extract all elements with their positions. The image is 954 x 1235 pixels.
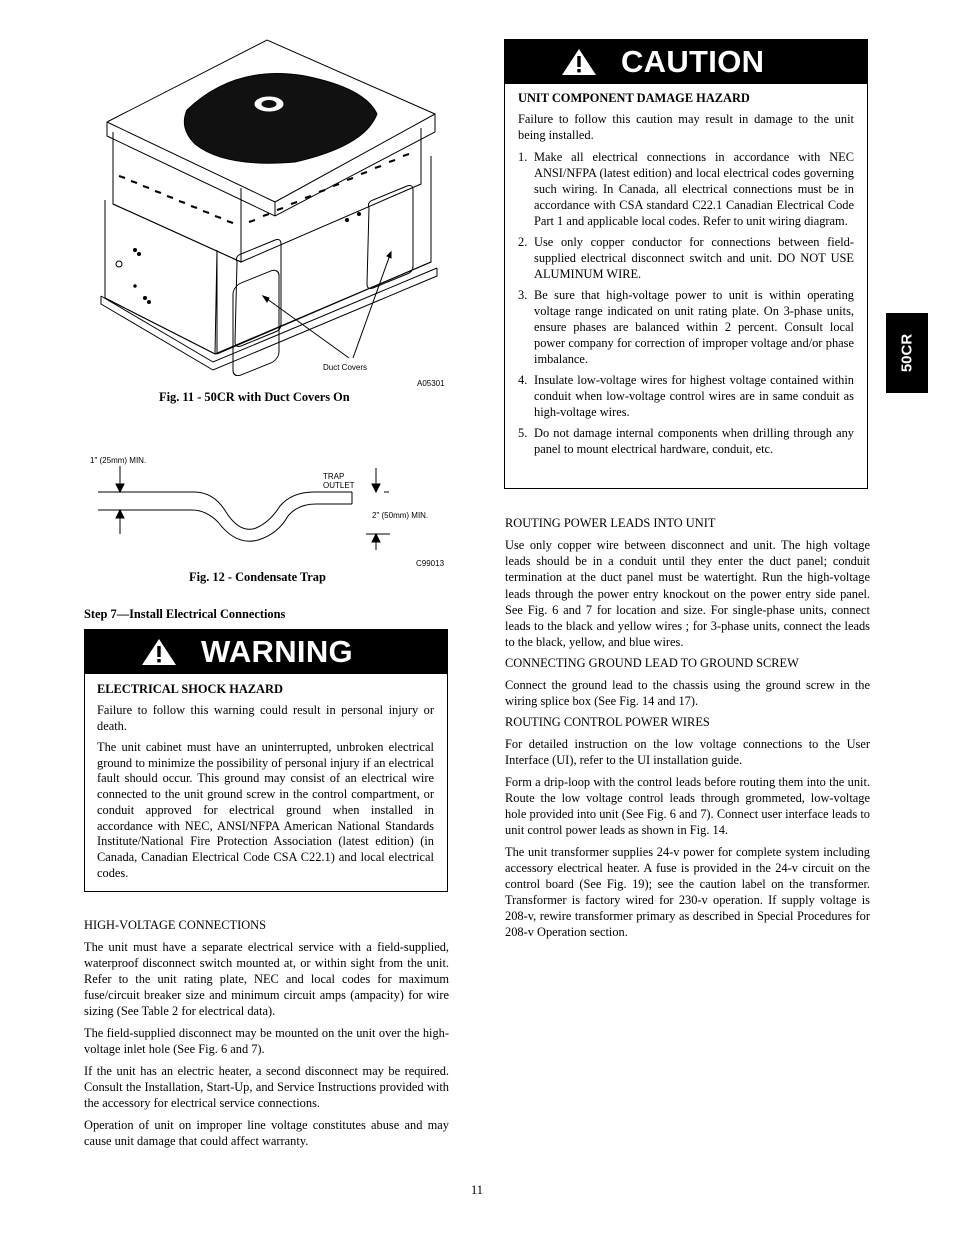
- control-power-heading: ROUTING CONTROL POWER WIRES: [505, 715, 710, 730]
- caution-title: CAUTION: [621, 44, 765, 79]
- fig12: [84, 450, 454, 570]
- trap-min2-label: 2" (50mm) MIN.: [372, 511, 429, 520]
- hv-p2: The field-supplied disconnect may be mounted on the unit over the high-voltage inlet hole (See Fig. 6 and 7).: [84, 1026, 449, 1056]
- step7-heading: Step 7—Install Electrical Connections: [84, 607, 286, 621]
- warning-banner: [85, 630, 447, 674]
- caution-box: [504, 39, 868, 489]
- side-tab: [886, 313, 928, 393]
- fig11-caption: Fig. 11 - 50CR with Duct Covers On: [159, 390, 350, 404]
- hv-heading: HIGH-VOLTAGE CONNECTIONS: [84, 918, 266, 932]
- caution-triangle-icon: [561, 48, 597, 76]
- caution-list: [518, 149, 854, 457]
- ground-text: Connect the ground lead to the chassis using the ground screw in the wiring splice box (See Fig. 14 and 17).: [505, 678, 870, 709]
- ground-heading: CONNECTING GROUND LEAD TO GROUND SCREW: [505, 656, 799, 671]
- control-power-text-2: Form a drip-loop with the control leads before routing them into the unit. Route the low voltage control leads through grommeted, low-voltage hole provided into unit (See Fig. 6 and 7). Connect user interface leads to unit control power leads as shown in Fig. 14.: [505, 775, 870, 838]
- caution-item: 1. Make all electrical connections in accordance with NEC ANSI/NFPA (latest edition) and local electrical codes governing such wiring. In Canada, all electrical connections must be in accordance with CSA standard C22.1 Canadian Electrical Code Part 1 and applicable local codes. Refer to unit wiring diagram.: [518, 150, 854, 228]
- caution-item: 5. Do not damage internal components when drilling through any panel to mount electrical hardware, conduit, etc.: [518, 426, 854, 456]
- caution-banner: [505, 40, 867, 84]
- hv-p4: Operation of unit on improper line voltage constitutes abuse and may cause unit damage that could affect warranty.: [84, 1118, 449, 1148]
- caution-intro: Failure to follow this caution may result in damage to the unit being installed.: [518, 112, 854, 142]
- transformer-text: The unit transformer supplies 24-v power for complete system including accessory electrical heater. A fuse is provided in the 24-v circuit on the control board (See Fig. 19); see the caution label on the transformer. Transformer is factory wired for 230-v operation. If supply voltage is 208-v, rewire transformer primary as described in Special Procedures for 208-v Operation section.: [505, 845, 870, 940]
- trap-min1-label: 1" (25mm) MIN.: [90, 456, 147, 465]
- caution-item: 2. Use only copper conductor for connections between field-supplied electrical disconnect switch and unit. DO NOT USE ALUMINUM WIRE.: [518, 235, 854, 281]
- duct-covers-label: Duct Covers: [323, 363, 368, 372]
- trap-diagram: [84, 450, 454, 560]
- routing-power-text: Use only copper wire between disconnect and unit. The high voltage leads should be in a conduit until they enter the duct panel; conduit termination at the duct panel must be watertight. Run the high-voltage leads through the power entry knockout on the power entry side panel. See Fig. 6 and 7 for location and size. For single-phase units, connect leads to the black and yellow wires ; for 3-phase units, connect the leads to the black, yellow, and blue wires.: [505, 538, 870, 650]
- right-section: [505, 516, 870, 940]
- warning-hazard: ELECTRICAL SHOCK HAZARD: [97, 682, 283, 696]
- side-tab-label: 50CR: [898, 333, 916, 373]
- caution-item: 4. Insulate low-voltage wires for highest voltage contained within conduit when low-voltage control wires are in same conduit as high-voltage wires.: [518, 373, 854, 419]
- unit-illustration: [95, 36, 455, 376]
- fig11: [95, 36, 455, 396]
- hv-section: [84, 918, 449, 1149]
- fig12-caption: Fig. 12 - Condensate Trap: [189, 570, 326, 584]
- control-power-text-1: For detailed instruction on the low voltage connections to the User Interface (UI), refer to the UI installation guide.: [505, 737, 870, 768]
- caution-item: 3. Be sure that high-voltage power to unit is within operating voltage range indicated on unit rating plate. On 3-phase units, ensure phases are balanced within 2 percent. Consult local power company for correction of improper voltage and/or phase imbalance.: [518, 288, 854, 366]
- fig12-code: C99013: [416, 559, 445, 568]
- fig11-code: A05301: [417, 379, 445, 388]
- page-number: 11: [471, 1183, 483, 1197]
- warning-box: [84, 629, 448, 892]
- hv-p3: If the unit has an electric heater, a second disconnect may be required. Consult the Installation, Start-Up, and Service Instructions provided with the accessory for electrical service connections.: [84, 1064, 449, 1110]
- warning-p1: Failure to follow this warning could result in personal injury or death.: [97, 703, 434, 733]
- warning-title: WARNING: [201, 634, 353, 669]
- routing-power-heading: ROUTING POWER LEADS INTO UNIT: [505, 516, 716, 530]
- trap-label-1: TRAP: [323, 472, 345, 481]
- trap-label-2: OUTLET: [323, 481, 355, 490]
- caution-hazard: UNIT COMPONENT DAMAGE HAZARD: [518, 91, 750, 105]
- hv-p1: The unit must have a separate electrical service with a field-supplied, waterproof disconnect switch mounted at, or within sight from the unit. Refer to the unit rating plate, NEC and local codes for maximum fuse/circuit breaker size and minimum circuit amps (ampacity) for wire sizing (See Table 2 for electrical data).: [84, 940, 449, 1018]
- warning-p2: The unit cabinet must have an uninterrupted, unbroken electrical ground to minimize the possibility of personal injury if an electrical fault should occur. This ground may consist of an electrical wire connected to the unit ground screw in the control compartment, or conduit approved for electrical ground when installed in accordance with NEC, ANSI/NFPA American National Standards Institute/National Fire Protection Association (latest edition) (in Canada, Canadian Electrical Code CSA C22.1) and local electrical codes.: [97, 740, 434, 880]
- warning-triangle-icon: [141, 638, 177, 666]
